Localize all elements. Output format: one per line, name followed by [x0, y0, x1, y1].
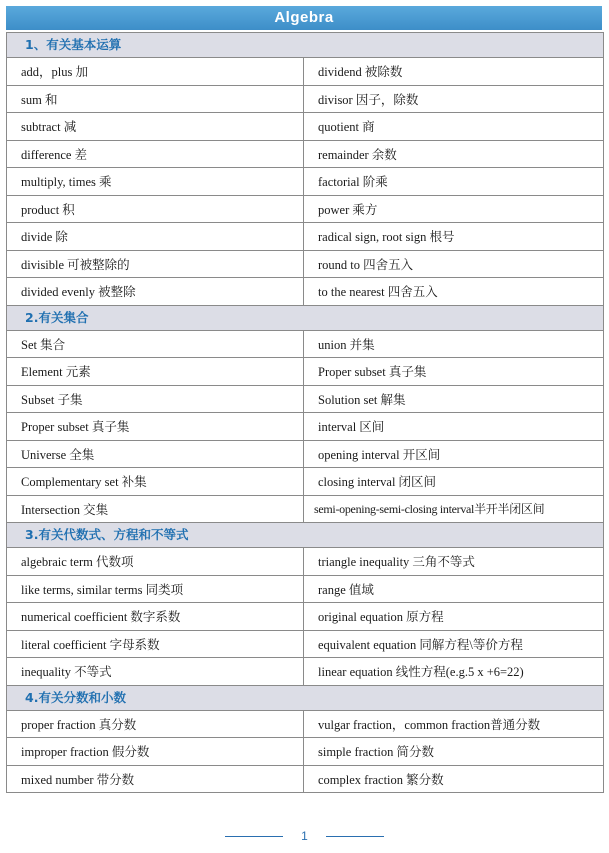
term-cell-right: complex fraction 繁分数: [318, 772, 444, 787]
term-cell-left: Universe 全集: [7, 441, 304, 468]
term-cell-right: to the nearest 四舍五入: [318, 285, 438, 300]
table-row: [7, 250, 603, 278]
term-cell-left: add，plus 加: [7, 58, 304, 85]
term-cell-right: vulgar fraction，common fraction普通分数: [318, 717, 541, 732]
table-row: [7, 277, 603, 305]
term-cell-right: radical sign, root sign 根号: [318, 230, 455, 245]
section-heading: 3.有关代数式、方程和不等式: [7, 522, 603, 547]
term-cell-right: Proper subset 真子集: [318, 365, 427, 380]
term-cell-left: Set 集合: [7, 331, 304, 358]
page-title: Algebra: [6, 6, 602, 30]
term-cell-left: numerical coefficient 数字系数: [7, 603, 304, 630]
term-cell-right: union 并集: [318, 337, 375, 352]
table-row: [7, 357, 603, 385]
table-row: [7, 330, 603, 358]
term-cell-left: Element 元素: [7, 358, 304, 385]
table-row: [7, 140, 603, 168]
section-heading: 4.有关分数和小数: [7, 685, 603, 710]
table-row: [7, 630, 603, 658]
term-cell-left: mixed number 带分数: [7, 766, 304, 793]
term-cell-left: divided evenly 被整除: [7, 278, 304, 305]
term-cell-right: opening interval 开区间: [318, 447, 441, 462]
term-cell-right: equivalent equation 同解方程\等价方程: [318, 637, 523, 652]
table-row: [7, 547, 603, 575]
table-row: [7, 385, 603, 413]
term-cell-left: Proper subset 真子集: [7, 413, 304, 440]
term-cell-left: Intersection 交集: [7, 496, 304, 523]
vocabulary-table: [6, 32, 604, 793]
table-row: [7, 57, 603, 85]
table-row: [7, 467, 603, 495]
table-row: [7, 602, 603, 630]
table-row: [7, 575, 603, 603]
term-cell-left: product 积: [7, 196, 304, 223]
term-cell-right: closing interval 闭区间: [318, 475, 437, 490]
term-cell-right: round to 四舍五入: [318, 257, 414, 272]
table-row: [7, 495, 603, 523]
term-cell-right: factorial 阶乘: [318, 175, 388, 190]
table-row: [7, 112, 603, 140]
term-cell-right: triangle inequality 三角不等式: [318, 555, 475, 570]
table-row: [7, 195, 603, 223]
table-row: [7, 710, 603, 738]
term-cell-right: quotient 商: [318, 120, 375, 135]
term-cell-right: power 乘方: [318, 202, 378, 217]
term-cell-right: original equation 原方程: [318, 610, 444, 625]
term-cell-right: dividend 被除数: [318, 65, 403, 80]
term-cell-left: improper fraction 假分数: [7, 738, 304, 765]
term-cell-left: Subset 子集: [7, 386, 304, 413]
table-row: [7, 440, 603, 468]
footer-rule-left: [225, 836, 283, 837]
term-cell-right: simple fraction 简分数: [318, 745, 434, 760]
table-row: [7, 737, 603, 765]
page-number: 1: [301, 829, 308, 843]
term-cell-left: multiply, times 乘: [7, 168, 304, 195]
table-row: [7, 222, 603, 250]
table-row: [7, 412, 603, 440]
term-cell-right: range 值域: [318, 582, 374, 597]
term-cell-left: Complementary set 补集: [7, 468, 304, 495]
term-cell-left: divisible 可被整除的: [7, 251, 304, 278]
term-cell-left: subtract 减: [7, 113, 304, 140]
term-cell-right: interval 区间: [318, 420, 385, 435]
term-cell-left: algebraic term 代数项: [7, 548, 304, 575]
term-cell-left: inequality 不等式: [7, 658, 304, 685]
term-cell-right: semi-opening-semi-closing interval半开半闭区间: [314, 502, 545, 517]
term-cell-left: proper fraction 真分数: [7, 711, 304, 738]
section-heading: 1、有关基本运算: [7, 32, 603, 57]
table-row: [7, 765, 603, 793]
footer-rule-right: [326, 836, 384, 837]
term-cell-right: remainder 余数: [318, 147, 397, 162]
section-heading: 2.有关集合: [7, 305, 603, 330]
term-cell-right: Solution set 解集: [318, 392, 406, 407]
term-cell-left: difference 差: [7, 141, 304, 168]
term-cell-left: sum 和: [7, 86, 304, 113]
term-cell-right: linear equation 线性方程(e.g.5 x +6=22): [318, 665, 524, 680]
table-row: [7, 167, 603, 195]
term-cell-left: divide 除: [7, 223, 304, 250]
term-cell-left: literal coefficient 字母系数: [7, 631, 304, 658]
term-cell-left: like terms, similar terms 同类项: [7, 576, 304, 603]
page-footer: [0, 826, 609, 846]
table-row: [7, 657, 603, 685]
table-row: [7, 85, 603, 113]
term-cell-right: divisor 因子，除数: [318, 92, 419, 107]
